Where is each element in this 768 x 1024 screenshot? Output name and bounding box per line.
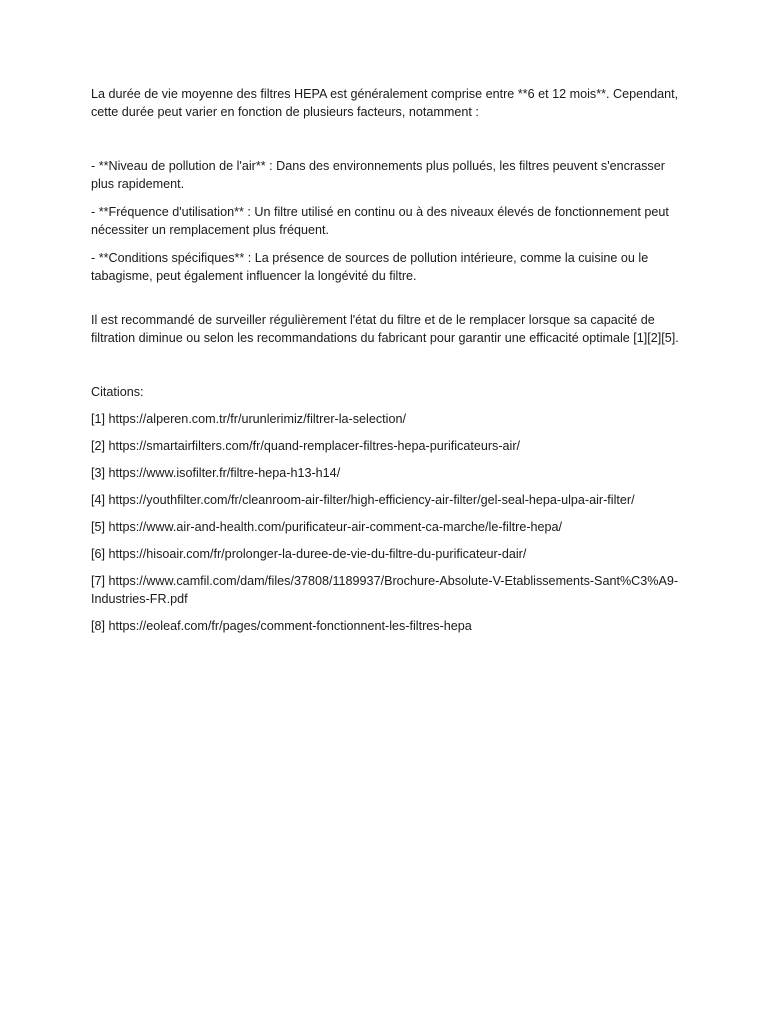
citation-item: [7] https://www.camfil.com/dam/files/37808/1189937/Brochure-Absolute-V-Etablissements-Sant%C3%A9-Industries-FR.pdf — [91, 574, 679, 606]
citation-list — [91, 410, 681, 635]
document-body — [91, 85, 681, 644]
intro-paragraph: La durée de vie moyenne des filtres HEPA est généralement comprise entre **6 et 12 mois**. Cependant, cette durée peut varier en fonction de plusieurs facteurs, notamment : — [91, 87, 679, 119]
factor-pollution-level: - **Niveau de pollution de l'air** : Dans des environnements plus pollués, les filtres peuvent s'encrasser plus rapidement. — [91, 159, 665, 191]
citation-item: [4] https://youthfilter.com/fr/cleanroom-air-filter/high-efficiency-air-filter/gel-seal-hepa-ulpa-air-filter/ — [91, 493, 635, 507]
citation-item: [2] https://smartairfilters.com/fr/quand-remplacer-filtres-hepa-purificateurs-air/ — [91, 439, 521, 453]
citation-item: [3] https://www.isofilter.fr/filtre-hepa-h13-h14/ — [91, 466, 341, 480]
citation-item: [8] https://eoleaf.com/fr/pages/comment-fonctionnent-les-filtres-hepa — [91, 619, 472, 633]
factor-list — [91, 157, 681, 285]
citation-item: [1] https://alperen.com.tr/fr/urunlerimiz/filtrer-la-selection/ — [91, 412, 406, 426]
citation-item: [6] https://hisoair.com/fr/prolonger-la-duree-de-vie-du-filtre-du-purificateur-dair/ — [91, 547, 527, 561]
citations-heading: Citations: — [91, 385, 144, 399]
citation-item: [5] https://www.air-and-health.com/purificateur-air-comment-ca-marche/le-filtre-hepa/ — [91, 520, 563, 534]
factor-usage-frequency: - **Fréquence d'utilisation** : Un filtre utilisé en continu ou à des niveaux élevés de fonctionnement peut nécessiter un remplacement plus fréquent. — [91, 205, 669, 237]
factor-specific-conditions: - **Conditions spécifiques** : La présence de sources de pollution intérieure, comme la cuisine ou le tabagisme, peut également influencer la longévité du filtre. — [91, 251, 649, 283]
conclusion-paragraph: Il est recommandé de surveiller régulièrement l'état du filtre et de le remplacer lorsque sa capacité de filtration diminue ou selon les recommandations du fabricant pour garantir une efficacité optimale [1][2][5]. — [91, 313, 679, 345]
